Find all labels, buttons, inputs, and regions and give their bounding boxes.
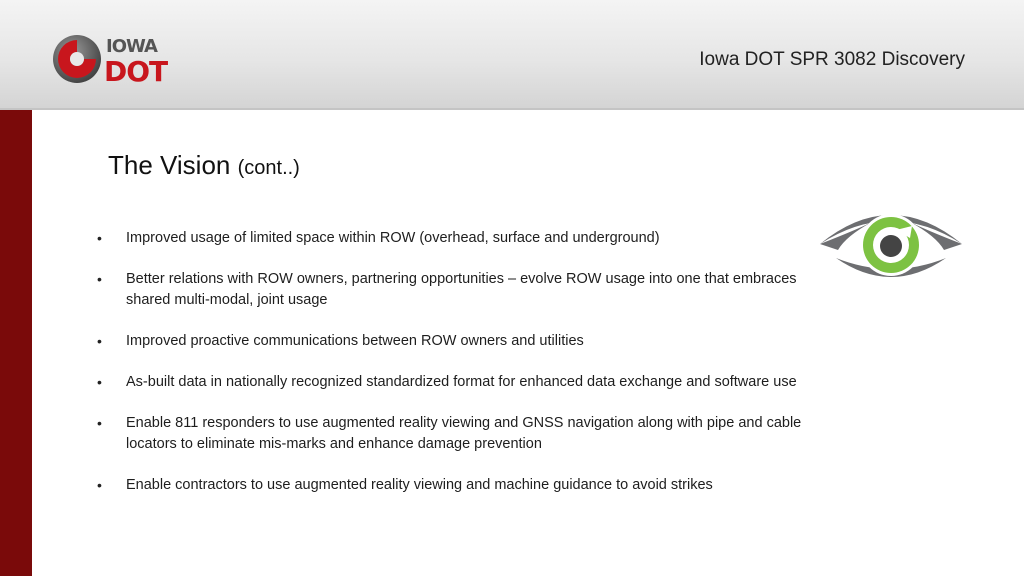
bullet-text: Improved usage of limited space within ROW (overhead, surface and underground) [126,230,660,246]
eye-icon [816,200,966,286]
bullet-text: Enable 811 responders to use augmented reality viewing and GNSS navigation along with pipe and cable locators to eliminate mis-marks and enhance damage prevention [126,415,802,452]
bullet-text: As-built data in nationally recognized standardized format for enhanced data exchange and software use [126,374,797,390]
slide-header [0,0,1024,110]
bullet-icon: • [97,415,102,431]
bullet-icon: • [97,374,102,390]
bullet-icon: • [97,271,102,287]
bullet-item [94,475,814,496]
side-accent-bar [0,110,32,576]
header-title: Iowa DOT SPR 3082 Discovery [699,49,965,70]
logo-text-dot: DOT [104,55,168,84]
bullet-icon: • [97,230,102,246]
bullet-item [94,269,814,311]
logo-text-iowa: IOWA [106,36,157,57]
bullet-item [94,413,814,455]
bullet-icon: • [97,477,102,493]
bullet-text: Better relations with ROW owners, partnering opportunities – evolve ROW usage into one that embraces shared multi-modal, joint usage [126,271,797,308]
slide-title [108,150,300,181]
slide-title-suffix: (cont..) [237,157,300,179]
slide-title-main: The Vision [108,150,231,180]
bullet-item [94,228,814,249]
bullet-item [94,372,814,393]
iowa-dot-logo [50,32,178,84]
bullet-item [94,331,814,352]
bullet-text: Improved proactive communications between ROW owners and utilities [126,333,584,349]
bullet-icon: • [97,333,102,349]
bullet-list [94,228,814,516]
bullet-text: Enable contractors to use augmented reality viewing and machine guidance to avoid strikes [126,477,713,493]
